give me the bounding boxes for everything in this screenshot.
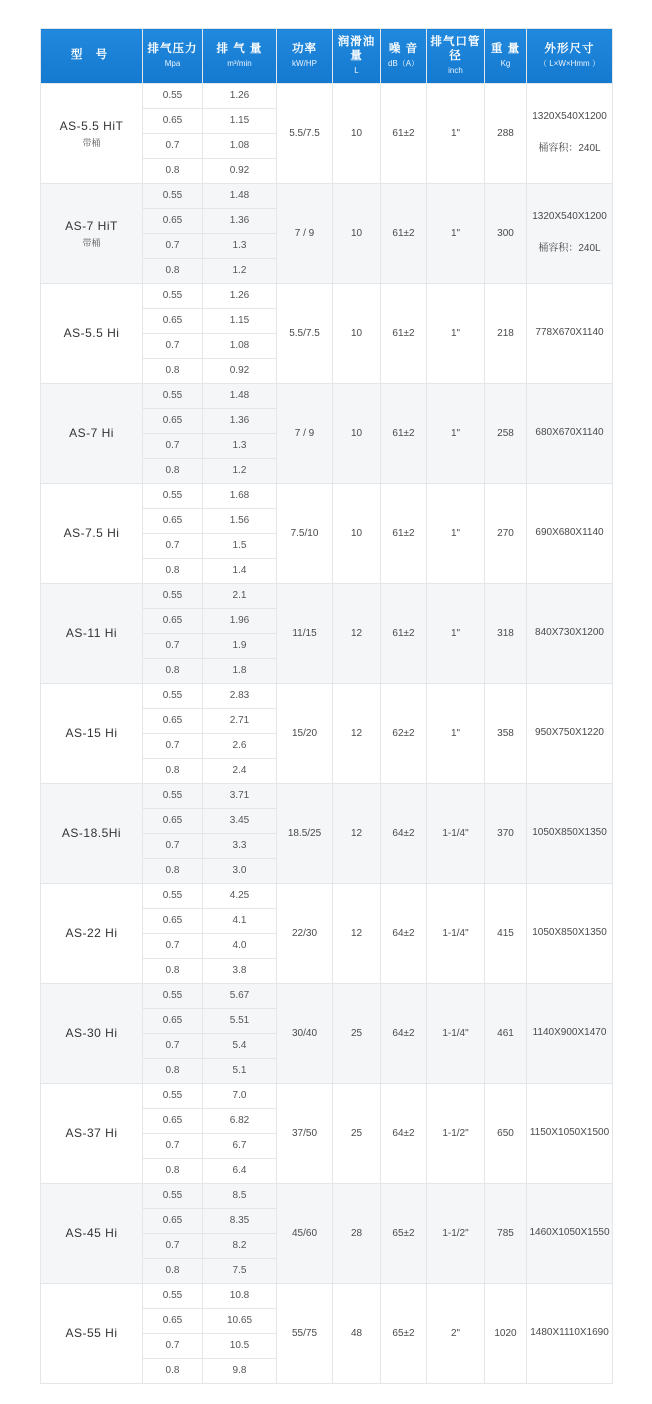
cell-weight: 358 bbox=[485, 683, 527, 783]
cell-model bbox=[41, 1083, 143, 1183]
cell-pressure: 0.7 bbox=[143, 133, 203, 158]
dimension-value: 1050X850X1350 bbox=[532, 827, 607, 839]
header-main-oil: 润滑油量 bbox=[337, 36, 376, 63]
cell-flow: 1.26 bbox=[203, 283, 277, 308]
cell-weight: 461 bbox=[485, 983, 527, 1083]
header-main-pressure: 排气压力 bbox=[147, 43, 198, 56]
cell-flow: 7.0 bbox=[203, 1083, 277, 1108]
cell-pressure: 0.55 bbox=[143, 483, 203, 508]
table-row bbox=[41, 1283, 613, 1308]
cell-pressure: 0.65 bbox=[143, 808, 203, 833]
cell-flow: 3.45 bbox=[203, 808, 277, 833]
table-row bbox=[41, 283, 613, 308]
cell-flow: 10.5 bbox=[203, 1333, 277, 1358]
cell-pressure: 0.65 bbox=[143, 208, 203, 233]
cell-flow: 1.2 bbox=[203, 458, 277, 483]
cell-power: 15/20 bbox=[277, 683, 333, 783]
cell-pressure: 0.7 bbox=[143, 433, 203, 458]
cell-flow: 8.5 bbox=[203, 1183, 277, 1208]
cell-pressure: 0.55 bbox=[143, 583, 203, 608]
header-cell-dimension bbox=[527, 29, 613, 84]
cell-pressure: 0.8 bbox=[143, 1158, 203, 1183]
cell-dimension bbox=[527, 983, 613, 1083]
cell-oil: 12 bbox=[333, 783, 381, 883]
cell-dimension bbox=[527, 1183, 613, 1283]
cell-weight: 415 bbox=[485, 883, 527, 983]
cell-weight: 288 bbox=[485, 83, 527, 183]
cell-pressure: 0.65 bbox=[143, 908, 203, 933]
cell-noise: 61±2 bbox=[381, 183, 427, 283]
cell-oil: 28 bbox=[333, 1183, 381, 1283]
cell-outlet: 1" bbox=[427, 383, 485, 483]
cell-pressure: 0.65 bbox=[143, 1308, 203, 1333]
header-cell-pressure bbox=[143, 29, 203, 84]
cell-pressure: 0.65 bbox=[143, 1008, 203, 1033]
cell-flow: 1.5 bbox=[203, 533, 277, 558]
model-name: AS-5.5 Hi bbox=[63, 326, 120, 341]
cell-flow: 6.7 bbox=[203, 1133, 277, 1158]
model-name: AS-7 Hi bbox=[69, 426, 114, 441]
cell-weight: 218 bbox=[485, 283, 527, 383]
cell-dimension bbox=[527, 1083, 613, 1183]
cell-noise: 64±2 bbox=[381, 983, 427, 1083]
cell-pressure: 0.8 bbox=[143, 1358, 203, 1383]
cell-pressure: 0.8 bbox=[143, 158, 203, 183]
dimension-value: 1460X1050X1550 bbox=[529, 1227, 610, 1239]
cell-flow: 10.8 bbox=[203, 1283, 277, 1308]
cell-pressure: 0.8 bbox=[143, 358, 203, 383]
cell-pressure: 0.8 bbox=[143, 758, 203, 783]
cell-oil: 25 bbox=[333, 983, 381, 1083]
cell-pressure: 0.7 bbox=[143, 833, 203, 858]
cell-pressure: 0.55 bbox=[143, 383, 203, 408]
cell-pressure: 0.8 bbox=[143, 258, 203, 283]
cell-pressure: 0.55 bbox=[143, 1183, 203, 1208]
table-row bbox=[41, 483, 613, 508]
cell-outlet: 1-1/4" bbox=[427, 983, 485, 1083]
header-row bbox=[41, 29, 613, 84]
cell-dimension bbox=[527, 383, 613, 483]
table-body bbox=[41, 83, 613, 1383]
cell-dimension bbox=[527, 483, 613, 583]
cell-oil: 25 bbox=[333, 1083, 381, 1183]
cell-power: 11/15 bbox=[277, 583, 333, 683]
model-name: AS-30 Hi bbox=[65, 1026, 118, 1041]
cell-flow: 1.9 bbox=[203, 633, 277, 658]
cell-pressure: 0.7 bbox=[143, 1033, 203, 1058]
dimension-value: 778X670X1140 bbox=[535, 327, 604, 339]
header-cell-outlet bbox=[427, 29, 485, 84]
cell-pressure: 0.65 bbox=[143, 608, 203, 633]
cell-pressure: 0.55 bbox=[143, 883, 203, 908]
cell-flow: 1.26 bbox=[203, 83, 277, 108]
cell-outlet: 1" bbox=[427, 283, 485, 383]
model-subtitle: 带桶 bbox=[82, 237, 101, 248]
cell-pressure: 0.7 bbox=[143, 333, 203, 358]
table-row bbox=[41, 983, 613, 1008]
cell-pressure: 0.55 bbox=[143, 183, 203, 208]
cell-flow: 1.36 bbox=[203, 208, 277, 233]
cell-flow: 4.1 bbox=[203, 908, 277, 933]
cell-pressure: 0.55 bbox=[143, 283, 203, 308]
cell-flow: 10.65 bbox=[203, 1308, 277, 1333]
cell-dimension bbox=[527, 183, 613, 283]
cell-pressure: 0.65 bbox=[143, 108, 203, 133]
cell-power: 7 / 9 bbox=[277, 383, 333, 483]
cell-flow: 1.15 bbox=[203, 308, 277, 333]
cell-pressure: 0.65 bbox=[143, 1108, 203, 1133]
cell-outlet: 1" bbox=[427, 483, 485, 583]
cell-flow: 1.2 bbox=[203, 258, 277, 283]
header-cell-model bbox=[41, 29, 143, 84]
cell-noise: 65±2 bbox=[381, 1183, 427, 1283]
cell-pressure: 0.7 bbox=[143, 1233, 203, 1258]
cell-oil: 12 bbox=[333, 883, 381, 983]
table-row bbox=[41, 783, 613, 808]
cell-flow: 2.83 bbox=[203, 683, 277, 708]
cell-weight: 785 bbox=[485, 1183, 527, 1283]
table-row bbox=[41, 183, 613, 208]
header-main-dimension: 外形尺寸 bbox=[544, 43, 595, 56]
table-header bbox=[41, 29, 613, 84]
model-name: AS-55 Hi bbox=[65, 1326, 118, 1341]
header-sub-dimension: （ L×W×Hmm ） bbox=[539, 58, 600, 68]
cell-power: 37/50 bbox=[277, 1083, 333, 1183]
cell-pressure: 0.8 bbox=[143, 458, 203, 483]
cell-flow: 1.56 bbox=[203, 508, 277, 533]
header-main-model: 型 号 bbox=[70, 49, 113, 62]
cell-model bbox=[41, 383, 143, 483]
dimension-value: 950X750X1220 bbox=[535, 727, 604, 739]
cell-pressure: 0.7 bbox=[143, 233, 203, 258]
cell-pressure: 0.65 bbox=[143, 1208, 203, 1233]
cell-noise: 64±2 bbox=[381, 883, 427, 983]
model-name: AS-22 Hi bbox=[65, 926, 118, 941]
cell-oil: 10 bbox=[333, 483, 381, 583]
dimension-value: 690X680X1140 bbox=[535, 527, 604, 539]
header-cell-weight bbox=[485, 29, 527, 84]
cell-flow: 1.48 bbox=[203, 183, 277, 208]
cell-model bbox=[41, 483, 143, 583]
cell-model bbox=[41, 683, 143, 783]
cell-dimension bbox=[527, 83, 613, 183]
header-main-weight: 重 量 bbox=[490, 43, 521, 56]
cell-pressure: 0.8 bbox=[143, 1058, 203, 1083]
header-sub-pressure: Mpa bbox=[164, 58, 181, 68]
cell-pressure: 0.7 bbox=[143, 1333, 203, 1358]
model-name: AS-18.5Hi bbox=[61, 826, 122, 841]
cell-flow: 1.08 bbox=[203, 133, 277, 158]
header-cell-power bbox=[277, 29, 333, 84]
cell-outlet: 1" bbox=[427, 583, 485, 683]
cell-flow: 0.92 bbox=[203, 158, 277, 183]
cell-dimension bbox=[527, 1283, 613, 1383]
cell-flow: 3.8 bbox=[203, 958, 277, 983]
dimension-value: 680X670X1140 bbox=[535, 427, 604, 439]
cell-flow: 1.08 bbox=[203, 333, 277, 358]
cell-model bbox=[41, 283, 143, 383]
cell-pressure: 0.55 bbox=[143, 1083, 203, 1108]
cell-pressure: 0.8 bbox=[143, 858, 203, 883]
table-row bbox=[41, 383, 613, 408]
dimension-value: 1140X900X1470 bbox=[532, 1027, 607, 1039]
table-row bbox=[41, 683, 613, 708]
tank-capacity-value: 桶容积：240L bbox=[538, 243, 601, 255]
cell-flow: 5.67 bbox=[203, 983, 277, 1008]
cell-power: 5.5/7.5 bbox=[277, 283, 333, 383]
cell-flow: 5.4 bbox=[203, 1033, 277, 1058]
cell-noise: 62±2 bbox=[381, 683, 427, 783]
cell-oil: 10 bbox=[333, 183, 381, 283]
cell-flow: 2.71 bbox=[203, 708, 277, 733]
cell-power: 55/75 bbox=[277, 1283, 333, 1383]
cell-weight: 650 bbox=[485, 1083, 527, 1183]
model-name: AS-37 Hi bbox=[65, 1126, 118, 1141]
cell-flow: 1.48 bbox=[203, 383, 277, 408]
cell-pressure: 0.7 bbox=[143, 633, 203, 658]
cell-model bbox=[41, 1183, 143, 1283]
cell-pressure: 0.55 bbox=[143, 983, 203, 1008]
cell-dimension bbox=[527, 583, 613, 683]
cell-pressure: 0.65 bbox=[143, 308, 203, 333]
cell-flow: 1.36 bbox=[203, 408, 277, 433]
header-sub-power: kW/HP bbox=[292, 58, 317, 68]
cell-flow: 5.1 bbox=[203, 1058, 277, 1083]
table-row bbox=[41, 83, 613, 108]
cell-flow: 1.8 bbox=[203, 658, 277, 683]
cell-model bbox=[41, 983, 143, 1083]
header-sub-noise: dB（A） bbox=[387, 58, 420, 68]
header-cell-noise bbox=[381, 29, 427, 84]
cell-pressure: 0.8 bbox=[143, 658, 203, 683]
dimension-value: 1050X850X1350 bbox=[532, 927, 607, 939]
cell-flow: 1.3 bbox=[203, 233, 277, 258]
cell-pressure: 0.7 bbox=[143, 1133, 203, 1158]
cell-flow: 2.6 bbox=[203, 733, 277, 758]
cell-power: 30/40 bbox=[277, 983, 333, 1083]
cell-flow: 3.71 bbox=[203, 783, 277, 808]
cell-flow: 6.82 bbox=[203, 1108, 277, 1133]
cell-flow: 1.68 bbox=[203, 483, 277, 508]
cell-power: 5.5/7.5 bbox=[277, 83, 333, 183]
cell-noise: 61±2 bbox=[381, 383, 427, 483]
tank-capacity-value: 桶容积：240L bbox=[538, 143, 601, 155]
cell-pressure: 0.55 bbox=[143, 83, 203, 108]
cell-noise: 65±2 bbox=[381, 1283, 427, 1383]
cell-weight: 270 bbox=[485, 483, 527, 583]
cell-flow: 1.15 bbox=[203, 108, 277, 133]
specification-table bbox=[40, 28, 613, 1384]
cell-pressure: 0.7 bbox=[143, 733, 203, 758]
table-row bbox=[41, 583, 613, 608]
header-sub-flow: m³/min bbox=[227, 58, 252, 68]
cell-flow: 0.92 bbox=[203, 358, 277, 383]
cell-flow: 4.25 bbox=[203, 883, 277, 908]
model-name: AS-7.5 Hi bbox=[63, 526, 120, 541]
cell-pressure: 0.8 bbox=[143, 558, 203, 583]
cell-weight: 318 bbox=[485, 583, 527, 683]
cell-outlet: 1-1/2" bbox=[427, 1083, 485, 1183]
cell-outlet: 1-1/4" bbox=[427, 883, 485, 983]
cell-noise: 61±2 bbox=[381, 583, 427, 683]
cell-pressure: 0.55 bbox=[143, 683, 203, 708]
header-main-outlet: 排气口管径 bbox=[430, 36, 481, 63]
model-name: AS-15 Hi bbox=[65, 726, 118, 741]
cell-pressure: 0.7 bbox=[143, 933, 203, 958]
cell-flow: 7.5 bbox=[203, 1258, 277, 1283]
cell-dimension bbox=[527, 283, 613, 383]
cell-power: 18.5/25 bbox=[277, 783, 333, 883]
dimension-value: 1480X1110X1690 bbox=[530, 1327, 609, 1339]
model-name: AS-11 Hi bbox=[65, 626, 118, 641]
cell-power: 7 / 9 bbox=[277, 183, 333, 283]
cell-power: 7.5/10 bbox=[277, 483, 333, 583]
header-sub-outlet: inch bbox=[448, 65, 463, 75]
header-main-power: 功率 bbox=[292, 43, 317, 56]
cell-oil: 10 bbox=[333, 283, 381, 383]
cell-pressure: 0.55 bbox=[143, 783, 203, 808]
cell-weight: 300 bbox=[485, 183, 527, 283]
cell-model bbox=[41, 583, 143, 683]
cell-flow: 1.96 bbox=[203, 608, 277, 633]
cell-oil: 10 bbox=[333, 83, 381, 183]
model-name: AS-45 Hi bbox=[65, 1226, 118, 1241]
cell-flow: 3.0 bbox=[203, 858, 277, 883]
cell-flow: 9.8 bbox=[203, 1358, 277, 1383]
cell-outlet: 1-1/4" bbox=[427, 783, 485, 883]
cell-flow: 8.2 bbox=[203, 1233, 277, 1258]
table-row bbox=[41, 1183, 613, 1208]
cell-flow: 6.4 bbox=[203, 1158, 277, 1183]
cell-oil: 48 bbox=[333, 1283, 381, 1383]
cell-oil: 12 bbox=[333, 583, 381, 683]
cell-noise: 64±2 bbox=[381, 783, 427, 883]
cell-flow: 4.0 bbox=[203, 933, 277, 958]
cell-flow: 1.4 bbox=[203, 558, 277, 583]
dimension-value: 1150X1050X1500 bbox=[529, 1127, 610, 1139]
cell-outlet: 1" bbox=[427, 683, 485, 783]
cell-oil: 10 bbox=[333, 383, 381, 483]
model-name: AS-7 HiT bbox=[65, 218, 118, 233]
cell-noise: 61±2 bbox=[381, 83, 427, 183]
dimension-value: 1320X540X1200 bbox=[532, 211, 607, 223]
cell-model bbox=[41, 183, 143, 283]
cell-noise: 61±2 bbox=[381, 483, 427, 583]
cell-model bbox=[41, 83, 143, 183]
cell-dimension bbox=[527, 883, 613, 983]
dimension-value: 840X730X1200 bbox=[535, 627, 604, 639]
header-cell-flow bbox=[203, 29, 277, 84]
cell-outlet: 1-1/2" bbox=[427, 1183, 485, 1283]
model-subtitle: 带桶 bbox=[82, 137, 101, 148]
cell-pressure: 0.7 bbox=[143, 533, 203, 558]
cell-outlet: 1" bbox=[427, 183, 485, 283]
cell-flow: 3.3 bbox=[203, 833, 277, 858]
model-name: AS-5.5 HiT bbox=[59, 118, 124, 133]
table-row bbox=[41, 1083, 613, 1108]
cell-power: 45/60 bbox=[277, 1183, 333, 1283]
cell-flow: 1.3 bbox=[203, 433, 277, 458]
header-cell-oil bbox=[333, 29, 381, 84]
table-row bbox=[41, 883, 613, 908]
cell-dimension bbox=[527, 683, 613, 783]
cell-oil: 12 bbox=[333, 683, 381, 783]
cell-pressure: 0.8 bbox=[143, 1258, 203, 1283]
cell-flow: 5.51 bbox=[203, 1008, 277, 1033]
cell-weight: 1020 bbox=[485, 1283, 527, 1383]
cell-flow: 8.35 bbox=[203, 1208, 277, 1233]
cell-noise: 64±2 bbox=[381, 1083, 427, 1183]
cell-pressure: 0.8 bbox=[143, 958, 203, 983]
header-sub-oil: L bbox=[354, 65, 359, 75]
header-sub-weight: Kg bbox=[500, 58, 511, 68]
cell-model bbox=[41, 783, 143, 883]
cell-pressure: 0.65 bbox=[143, 408, 203, 433]
cell-pressure: 0.65 bbox=[143, 508, 203, 533]
cell-model bbox=[41, 883, 143, 983]
dimension-value: 1320X540X1200 bbox=[532, 111, 607, 123]
cell-model bbox=[41, 1283, 143, 1383]
cell-dimension bbox=[527, 783, 613, 883]
cell-outlet: 2" bbox=[427, 1283, 485, 1383]
cell-pressure: 0.55 bbox=[143, 1283, 203, 1308]
cell-power: 22/30 bbox=[277, 883, 333, 983]
cell-weight: 370 bbox=[485, 783, 527, 883]
cell-outlet: 1" bbox=[427, 83, 485, 183]
header-main-noise: 噪 音 bbox=[388, 43, 419, 56]
cell-flow: 2.4 bbox=[203, 758, 277, 783]
cell-weight: 258 bbox=[485, 383, 527, 483]
cell-flow: 2.1 bbox=[203, 583, 277, 608]
cell-noise: 61±2 bbox=[381, 283, 427, 383]
header-main-flow: 排 气 量 bbox=[216, 43, 263, 56]
cell-pressure: 0.65 bbox=[143, 708, 203, 733]
